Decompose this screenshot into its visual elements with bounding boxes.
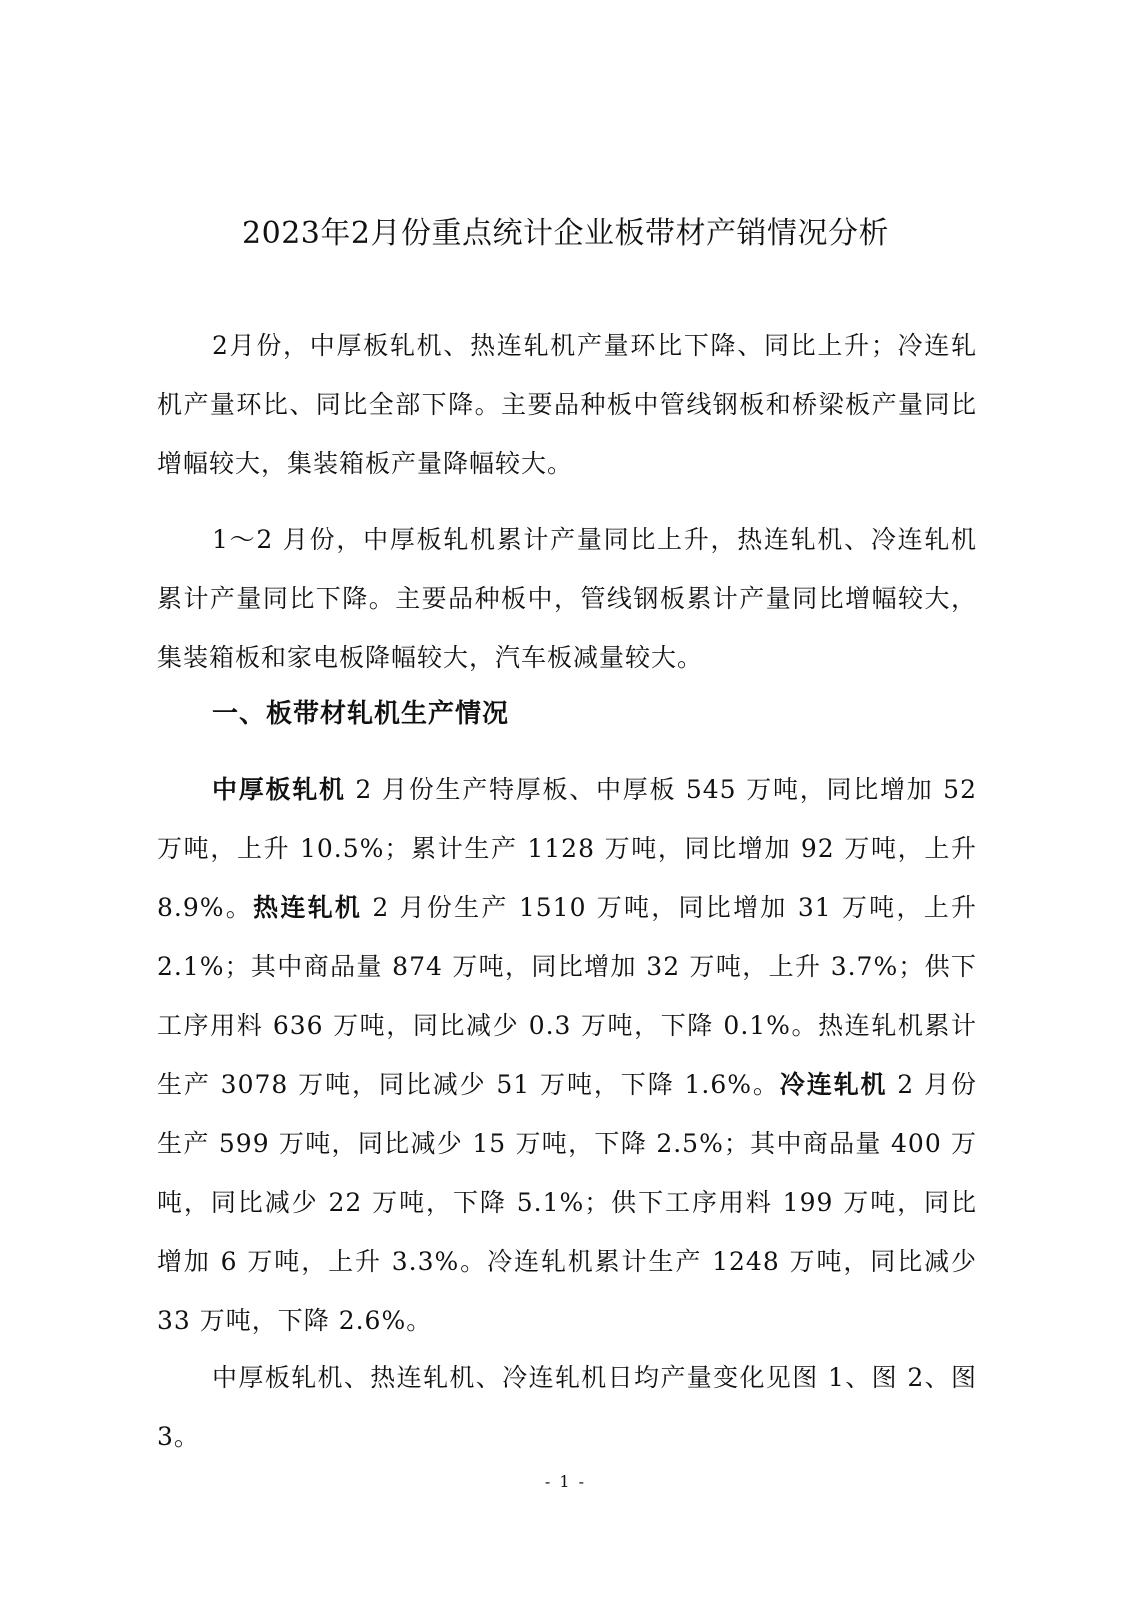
intro-paragraph-1: 2月份，中厚板轧机、热连轧机产量环比下降、同比上升；冷连轧机产量环比、同比全部下降。主要品种板中管线钢板和桥梁板产量同比增幅较大，集装箱板产量降幅较大。	[157, 331, 977, 478]
intro-paragraph-2: 1～2 月份，中厚板轧机累计产量同比上升，热连轧机、冷连轧机累计产量同比下降。主要品种板中，管线钢板累计产量同比增幅较大，集装箱板和家电板降幅较大，汽车板减量较大。	[157, 525, 977, 672]
term-hot-strip-mill: 热连轧机	[253, 893, 363, 922]
term-medium-plate-mill: 中厚板轧机	[212, 775, 346, 804]
term-cold-strip-mill: 冷连轧机	[779, 1070, 888, 1099]
hot-strip-mill-text: 2 月份生产 1510 万吨，同比增加 31 万吨，上升 2.1%；其中商品量 874 万吨，同比增加 32 万吨，上升 3.7%；供下工序用料 636 万吨，同比减少 0.3 万吨，下降 0.1%。热连轧机累计生产 3078 万吨，同比减少 51 万吨，下降 1.6%。	[157, 893, 977, 1099]
production-paragraph	[157, 760, 977, 1350]
medium-plate-mill-text: 2 月份生产特厚板、中厚板 545 万吨，同比增加 52 万吨，上升 10.5%；累计生产 1128 万吨，同比增加 92 万吨，上升 8.9%。	[157, 775, 977, 922]
cold-strip-mill-text: 2 月份生产 599 万吨，同比减少 15 万吨，下降 2.5%；其中商品量 400 万吨，同比减少 22 万吨，下降 5.1%；供下工序用料 199 万吨，同比增加 6 万吨，上升 3.3%。冷连轧机累计生产 1248 万吨，同比减少 33 万吨，下降 2.6%。	[157, 1070, 977, 1335]
document-title: 2023年2月份重点统计企业板带材产销情况分析	[242, 216, 889, 251]
page-number: - 1 -	[544, 1472, 587, 1491]
figure-reference-paragraph: 中厚板轧机、热连轧机、冷连轧机日均产量变化见图 1、图 2、图 3。	[157, 1363, 977, 1451]
section-heading: 一、板带材轧机生产情况	[212, 699, 510, 729]
